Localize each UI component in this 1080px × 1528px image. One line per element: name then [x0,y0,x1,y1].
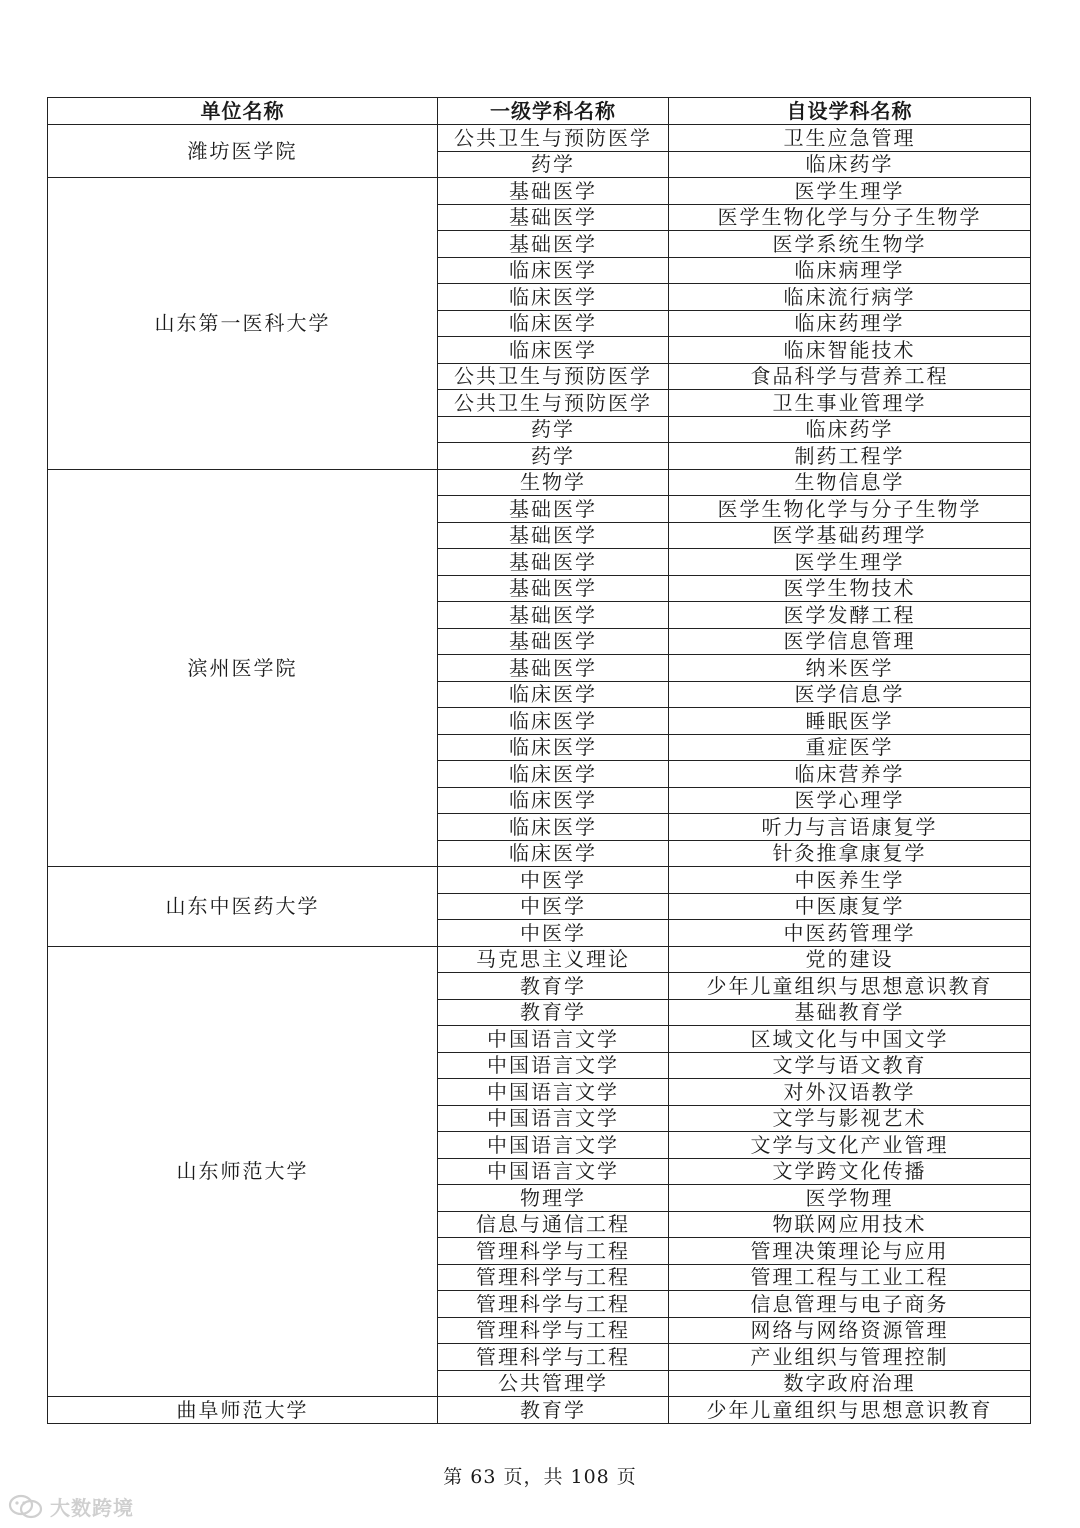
watermark-text: 大数跨境 [50,1496,134,1520]
primary-discipline-cell: 生物学 [438,469,669,496]
custom-discipline-cell: 物联网应用技术 [669,1211,1031,1238]
primary-discipline-cell: 基础医学 [438,496,669,523]
primary-discipline-cell: 中国语言文学 [438,1026,669,1053]
custom-discipline-cell: 针灸推拿康复学 [669,840,1031,867]
custom-discipline-cell: 少年儿童组织与思想意识教育 [669,1397,1031,1424]
custom-discipline-cell: 医学生物技术 [669,575,1031,602]
primary-discipline-cell: 信息与通信工程 [438,1211,669,1238]
table-row [48,867,1031,894]
unit-name-cell: 山东师范大学 [48,946,438,1397]
primary-discipline-cell: 临床医学 [438,787,669,814]
custom-discipline-cell: 文学与文化产业管理 [669,1132,1031,1159]
primary-discipline-cell: 药学 [438,151,669,178]
primary-discipline-cell: 公共卫生与预防医学 [438,125,669,152]
custom-discipline-cell: 睡眠医学 [669,708,1031,735]
primary-discipline-cell: 临床医学 [438,284,669,311]
table-row [48,946,1031,973]
custom-discipline-cell: 管理决策理论与应用 [669,1238,1031,1265]
primary-discipline-cell: 公共卫生与预防医学 [438,390,669,417]
custom-discipline-cell: 制药工程学 [669,443,1031,470]
custom-discipline-cell: 医学心理学 [669,787,1031,814]
primary-discipline-cell: 管理科学与工程 [438,1344,669,1371]
table-row [48,125,1031,152]
header-primary-discipline: 一级学科名称 [438,98,669,125]
primary-discipline-cell: 中国语言文学 [438,1079,669,1106]
custom-discipline-cell: 管理工程与工业工程 [669,1264,1031,1291]
custom-discipline-cell: 重症医学 [669,734,1031,761]
custom-discipline-cell: 党的建设 [669,946,1031,973]
custom-discipline-cell: 中医康复学 [669,893,1031,920]
primary-discipline-cell: 基础医学 [438,628,669,655]
primary-discipline-cell: 管理科学与工程 [438,1264,669,1291]
custom-discipline-cell: 食品科学与营养工程 [669,363,1031,390]
watermark [8,1492,134,1521]
custom-discipline-cell: 基础教育学 [669,999,1031,1026]
primary-discipline-cell: 基础医学 [438,522,669,549]
primary-discipline-cell: 临床医学 [438,681,669,708]
primary-discipline-cell: 临床医学 [438,814,669,841]
primary-discipline-cell: 基础医学 [438,178,669,205]
custom-discipline-cell: 纳米医学 [669,655,1031,682]
custom-discipline-cell: 产业组织与管理控制 [669,1344,1031,1371]
custom-discipline-cell: 医学信息管理 [669,628,1031,655]
custom-discipline-cell: 医学生物化学与分子生物学 [669,204,1031,231]
unit-name-cell: 滨州医学院 [48,469,438,867]
custom-discipline-cell: 生物信息学 [669,469,1031,496]
primary-discipline-cell: 药学 [438,416,669,443]
custom-discipline-cell: 中医药管理学 [669,920,1031,947]
header-unit-name: 单位名称 [48,98,438,125]
custom-discipline-cell: 临床病理学 [669,257,1031,284]
custom-discipline-cell: 临床智能技术 [669,337,1031,364]
primary-discipline-cell: 中医学 [438,893,669,920]
table-row [48,178,1031,205]
custom-discipline-cell: 临床营养学 [669,761,1031,788]
wechat-style-logo-icon [8,1494,44,1520]
header-custom-discipline: 自设学科名称 [669,98,1031,125]
primary-discipline-cell: 公共管理学 [438,1370,669,1397]
custom-discipline-cell: 医学发酵工程 [669,602,1031,629]
primary-discipline-cell: 临床医学 [438,310,669,337]
primary-discipline-cell: 临床医学 [438,840,669,867]
primary-discipline-cell: 物理学 [438,1185,669,1212]
table-row [48,1397,1031,1424]
primary-discipline-cell: 临床医学 [438,734,669,761]
primary-discipline-cell: 基础医学 [438,231,669,258]
primary-discipline-cell: 中国语言文学 [438,1052,669,1079]
primary-discipline-cell: 中医学 [438,867,669,894]
custom-discipline-cell: 医学信息学 [669,681,1031,708]
primary-discipline-cell: 教育学 [438,973,669,1000]
unit-name-cell: 曲阜师范大学 [48,1397,438,1424]
custom-discipline-cell: 临床药理学 [669,310,1031,337]
custom-discipline-cell: 数字政府治理 [669,1370,1031,1397]
custom-discipline-cell: 临床药学 [669,151,1031,178]
primary-discipline-cell: 临床医学 [438,337,669,364]
primary-discipline-cell: 基础医学 [438,602,669,629]
custom-discipline-cell: 医学基础药理学 [669,522,1031,549]
page-footer: 第 63 页，共 108 页 [443,1466,637,1488]
primary-discipline-cell: 药学 [438,443,669,470]
primary-discipline-cell: 临床医学 [438,708,669,735]
custom-discipline-cell: 网络与网络资源管理 [669,1317,1031,1344]
primary-discipline-cell: 中国语言文学 [438,1105,669,1132]
primary-discipline-cell: 临床医学 [438,257,669,284]
primary-discipline-cell: 中国语言文学 [438,1132,669,1159]
custom-discipline-cell: 文学与语文教育 [669,1052,1031,1079]
table-header-row [48,98,1031,125]
primary-discipline-cell: 临床医学 [438,761,669,788]
custom-discipline-cell: 医学生理学 [669,549,1031,576]
custom-discipline-cell: 中医养生学 [669,867,1031,894]
primary-discipline-cell: 基础医学 [438,655,669,682]
custom-discipline-cell: 卫生应急管理 [669,125,1031,152]
table-row [48,469,1031,496]
unit-name-cell: 山东第一医科大学 [48,178,438,470]
custom-discipline-cell: 医学物理 [669,1185,1031,1212]
primary-discipline-cell: 中国语言文学 [438,1158,669,1185]
primary-discipline-cell: 教育学 [438,1397,669,1424]
custom-discipline-cell: 临床药学 [669,416,1031,443]
unit-name-cell: 潍坊医学院 [48,125,438,178]
primary-discipline-cell: 管理科学与工程 [438,1291,669,1318]
custom-discipline-cell: 听力与言语康复学 [669,814,1031,841]
primary-discipline-cell: 基础医学 [438,204,669,231]
custom-discipline-cell: 少年儿童组织与思想意识教育 [669,973,1031,1000]
custom-discipline-cell: 区域文化与中国文学 [669,1026,1031,1053]
primary-discipline-cell: 基础医学 [438,549,669,576]
custom-discipline-cell: 卫生事业管理学 [669,390,1031,417]
primary-discipline-cell: 中医学 [438,920,669,947]
custom-discipline-cell: 医学生理学 [669,178,1031,205]
table-body [48,125,1031,1424]
custom-discipline-cell: 临床流行病学 [669,284,1031,311]
primary-discipline-cell: 管理科学与工程 [438,1238,669,1265]
primary-discipline-cell: 公共卫生与预防医学 [438,363,669,390]
custom-discipline-cell: 医学生物化学与分子生物学 [669,496,1031,523]
primary-discipline-cell: 教育学 [438,999,669,1026]
primary-discipline-cell: 马克思主义理论 [438,946,669,973]
custom-discipline-cell: 医学系统生物学 [669,231,1031,258]
primary-discipline-cell: 基础医学 [438,575,669,602]
custom-discipline-cell: 文学跨文化传播 [669,1158,1031,1185]
custom-discipline-cell: 信息管理与电子商务 [669,1291,1031,1318]
custom-discipline-cell: 对外汉语教学 [669,1079,1031,1106]
unit-name-cell: 山东中医药大学 [48,867,438,947]
discipline-table [47,97,1031,1424]
custom-discipline-cell: 文学与影视艺术 [669,1105,1031,1132]
primary-discipline-cell: 管理科学与工程 [438,1317,669,1344]
